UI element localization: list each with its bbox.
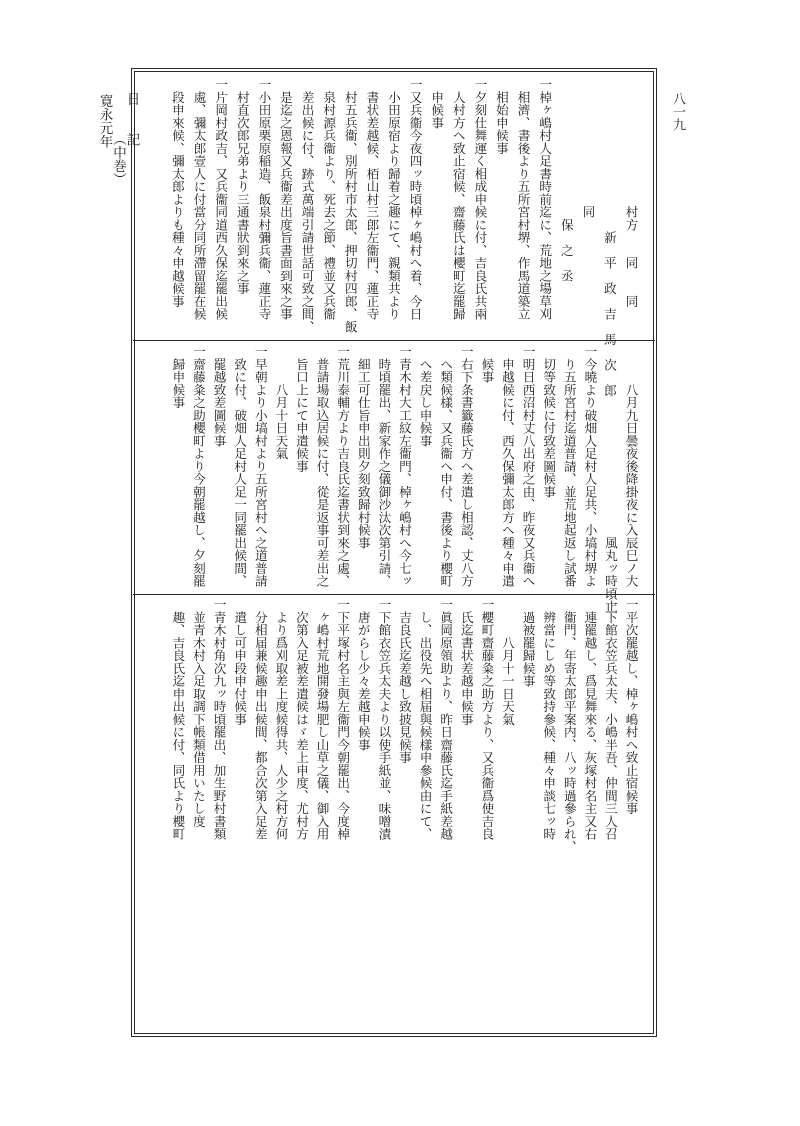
text-line: 切等致候に付致差圖候事 bbox=[541, 345, 557, 498]
text-line: 小田原宿より歸着之趣にて、親類共より bbox=[385, 78, 401, 321]
text-line: 一齋藤粂之助櫻町より今朝罷越し、夕刻罷 bbox=[190, 345, 206, 588]
text-line: へ類候樣、又兵衞へ申付、書後より櫻町 bbox=[438, 345, 454, 588]
text-line: 一下平塚村名主與左衞門今朝罷出、今度棹 bbox=[335, 598, 351, 841]
text-line: 歸申候事 bbox=[170, 345, 186, 409]
text-line: 書状差越候、栢山村三郎左衞門、蓮正寺 bbox=[364, 78, 380, 321]
text-line: 衞門、年寄太郎平案内、八ッ時過參られ、 bbox=[561, 598, 577, 853]
page-number: 八一九 bbox=[670, 92, 685, 131]
text-line: 過被罷歸候事 bbox=[520, 598, 536, 688]
text-line: 八月十日天氣 bbox=[273, 345, 289, 460]
text-line: 細工可仕旨申出則夕刻致歸村候事 bbox=[355, 345, 371, 549]
text-line: 普請場取込居候に付、從是返事可差出之 bbox=[314, 345, 330, 588]
text-line: 並青木村入足取調下帳類借用いたし度 bbox=[190, 598, 206, 828]
running-head-volume: （中巻） bbox=[110, 132, 126, 186]
tier-divider-lower bbox=[133, 594, 655, 595]
text-line: 一又兵衞今夜四ッ時頃棹ヶ嶋村へ着、今日 bbox=[407, 78, 423, 321]
text-line: 一明日西沼村丈八出府之由、昨夜又兵衞へ bbox=[520, 345, 536, 588]
text-line: し、出役先へ相届與候樣申參候由にて、 bbox=[417, 598, 433, 841]
tier-divider-upper bbox=[133, 340, 655, 341]
text-line: 趣、吉良氏迄申出候に付、同氏より櫻町 bbox=[170, 598, 186, 841]
text-line: 差出候に付、跡式萬端引請世話可致之間、 bbox=[299, 78, 315, 333]
text-line: 一平次罷越し、棹ヶ嶋村へ致止宿候事 bbox=[623, 598, 639, 815]
text-line: 次第入足被差遣候はゞ差上申度、尤村方 bbox=[293, 598, 309, 841]
text-line: ヶ嶋村荒地開發場肥し山草之儀、御入用 bbox=[314, 598, 330, 841]
text-line: 相濟、書後より五所宮村堺、作馬道築立 bbox=[515, 78, 531, 321]
text-line: 申越候に付、西久保彌太郎方へ種々申遣 bbox=[499, 345, 515, 588]
text-line: 一眞岡原領助より、昨日齋藤氏迄手紙差越 bbox=[438, 598, 454, 841]
text-line: 一櫻町齋藤粂之助方より、又兵衞爲使吉良 bbox=[479, 598, 495, 841]
text-line: 一早朝より小塙村より五所宮村へ之道普請 bbox=[252, 345, 268, 588]
text-line: 致に付、破畑人足村人足一同罷出候間、 bbox=[232, 345, 248, 588]
text-line: 一青木村大工紋左衞門、棹ヶ嶋村へ今七ッ bbox=[396, 345, 412, 588]
text-line: 氏迄書状差越申候事 bbox=[458, 598, 474, 726]
text-line: 連罷越し、爲見舞來る、灰塚村名主又右 bbox=[582, 598, 598, 841]
text-line: 八月九日曇夜後降掛夜に入辰巳ノ大 bbox=[623, 345, 639, 588]
text-line: 段申來候、彌太郎よりも種々申越候事 bbox=[169, 78, 185, 308]
text-line: 人村方へ致止宿候、齋藤氏は櫻町迄罷歸 bbox=[450, 78, 466, 321]
text-line: 風丸ッ時頃止 bbox=[602, 345, 618, 613]
text-line: 旨口上にて申遣候事 bbox=[293, 345, 309, 473]
text-line: 村五兵衞、別所村市太郎、押切村四郎、飯 bbox=[342, 78, 358, 333]
text-line: 候事 bbox=[479, 345, 495, 384]
text-line: 相始申候事 bbox=[493, 78, 509, 155]
text-line: 村方 同 同 bbox=[623, 78, 639, 308]
text-line: へ差戻し申候事 bbox=[417, 345, 433, 447]
text-line: 一右下条書籤藤氏方へ差遣し相認、丈八方 bbox=[458, 345, 474, 588]
text-line: 辨當にしめ等致持參候、種々申談七ッ時 bbox=[541, 598, 557, 841]
text-line: 時頃罷出、新家作之儀御沙汰次第引請、 bbox=[376, 345, 392, 588]
text-line: 罷越致差圖候事 bbox=[211, 345, 227, 447]
running-head-era: 寛永元年 bbox=[96, 94, 113, 148]
text-line: 遣し可申段申付候事 bbox=[232, 598, 248, 726]
text-line: り五所宮村迄道普請、並荒地起返し試番 bbox=[561, 345, 577, 588]
text-line: 一青木村角次九ッ時頃罷出、加生野村書類 bbox=[211, 598, 227, 841]
text-line: 一棹ヶ嶋村人足書時前迄に、荒地之場草刈 bbox=[537, 78, 553, 321]
text-line: 分相届兼候趣申出候間、都合次第入足差 bbox=[252, 598, 268, 841]
text-line: 同 bbox=[580, 78, 596, 219]
text-line: 新 平 政 吉 馬 次 郎 bbox=[601, 78, 617, 397]
text-line: 村直次郎兄弟より三通書狀到來之事 bbox=[234, 78, 250, 295]
text-line: 一荒川泰輔方より吉良氏迄書状到來之處、 bbox=[335, 345, 351, 588]
text-line: 申候事 bbox=[429, 78, 445, 129]
running-head-title: 日 記 bbox=[123, 92, 140, 146]
text-line: 吉良氏迄差越し致披見候事 bbox=[396, 598, 412, 764]
text-line: 泉村源兵衞より、死去之節、禮並又兵衞 bbox=[321, 78, 337, 321]
text-line: 唐がらし少々差越申候事 bbox=[355, 598, 371, 751]
text-line: 保 之 丞 bbox=[558, 78, 574, 282]
text-line: 一下館衣笠兵太夫より以使手紙並、味噌漬 bbox=[376, 598, 392, 841]
text-line: より爲刈取差上度候得共、人少之村方何 bbox=[273, 598, 289, 841]
text-line: 一小田原栗原稲造、飯泉村彌兵衞、蓮正寺 bbox=[256, 78, 272, 321]
text-line: 處、彌太郎壹人に付當分同所滯留罷在候 bbox=[191, 78, 207, 321]
text-line: 一夕刻仕舞運く相成申候に付、吉良氏共兩 bbox=[472, 78, 488, 321]
text-line: 八月十一日天氣 bbox=[499, 598, 515, 726]
text-line: 是迄之恩報又兵衞差出度旨書面到來之事 bbox=[277, 78, 293, 321]
text-line: 一今曉より破畑人足村人足共、小塙村堺よ bbox=[582, 345, 598, 588]
text-line: 一片岡村政吉、又兵衞同道西久保迄罷出候 bbox=[213, 78, 229, 321]
text-line: 一下館衣笠兵太夫、小嶋半吾、仲間三人召 bbox=[602, 598, 618, 841]
